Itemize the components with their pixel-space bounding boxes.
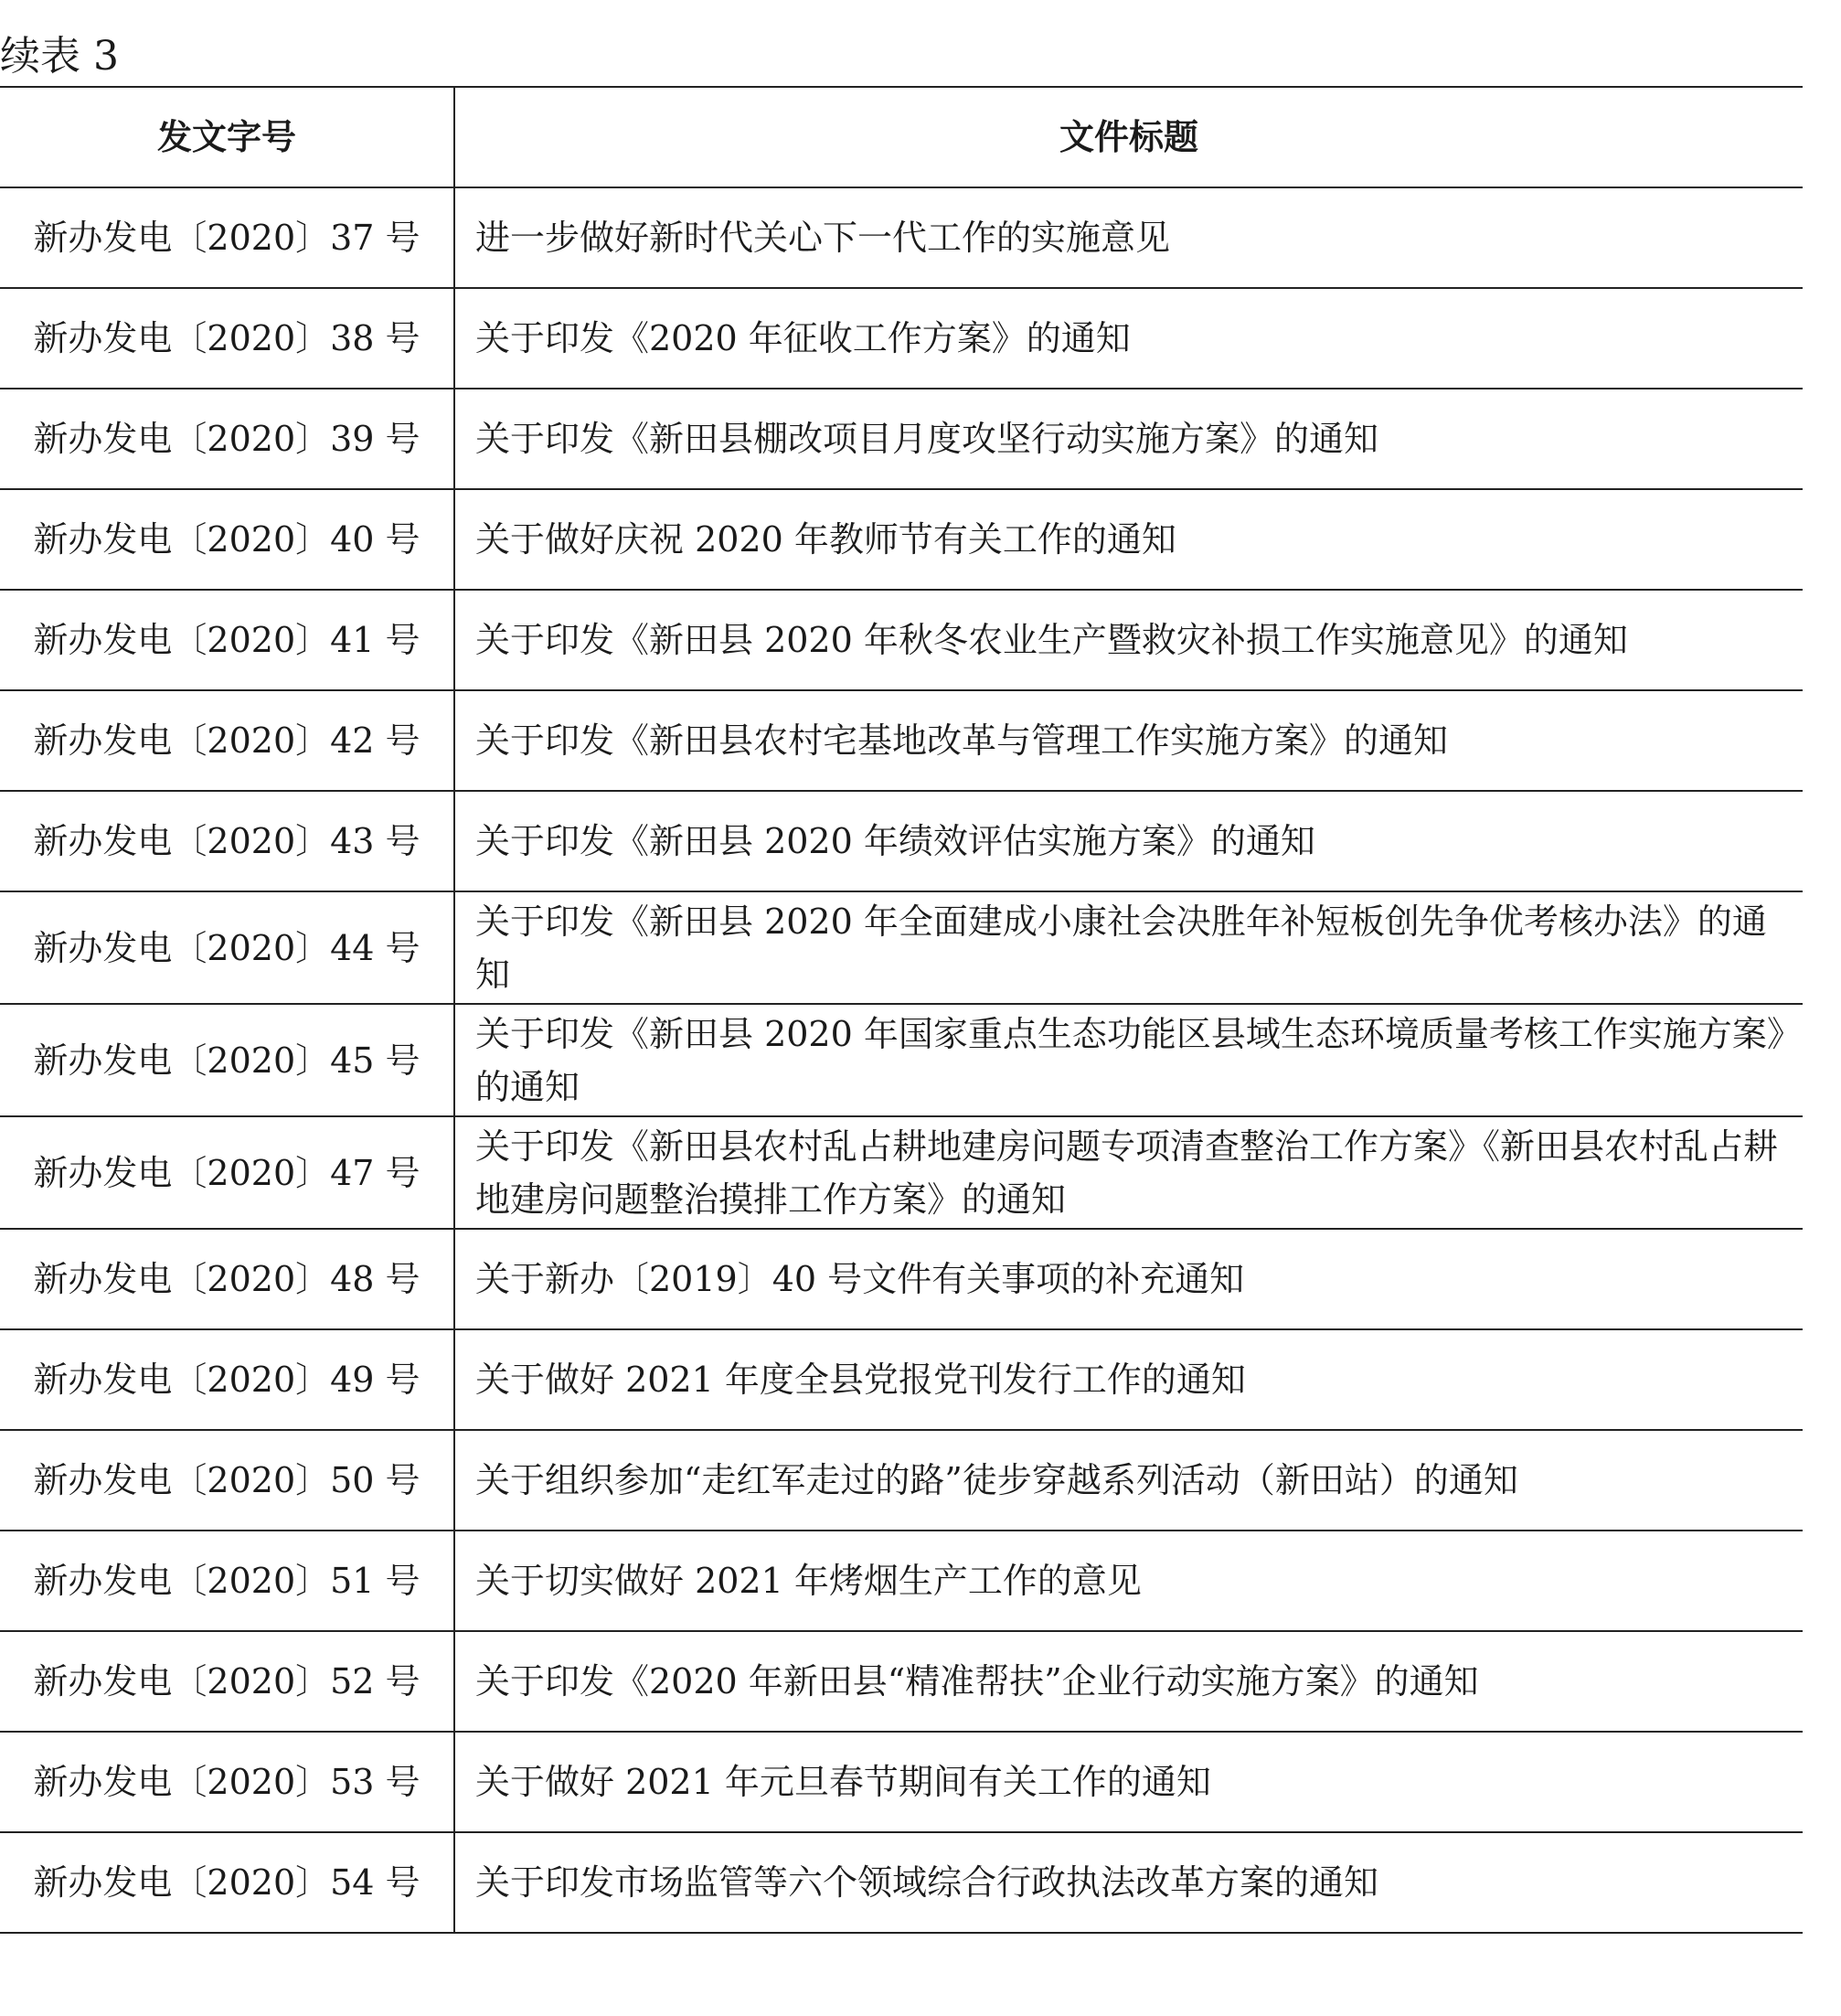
document-title: 关于印发《新田县 2020 年全面建成小康社会决胜年补短板创先争优考核办法》的通知 (454, 891, 1803, 1004)
document-title: 进一步做好新时代关心下一代工作的实施意见 (454, 187, 1803, 288)
table-row (0, 489, 1803, 590)
document-number: 新办发电〔2020〕44 号 (0, 891, 454, 1004)
column-header-number: 发文字号 (0, 87, 454, 187)
document-number: 新办发电〔2020〕53 号 (0, 1732, 454, 1832)
document-title: 关于做好 2021 年度全县党报党刊发行工作的通知 (454, 1329, 1803, 1430)
table-row (0, 1430, 1803, 1531)
table-row (0, 1004, 1803, 1116)
table-row (0, 1116, 1803, 1229)
document-title: 关于做好庆祝 2020 年教师节有关工作的通知 (454, 489, 1803, 590)
table-row (0, 187, 1803, 288)
document-title: 关于印发市场监管等六个领域综合行政执法改革方案的通知 (454, 1832, 1803, 1933)
table-row (0, 288, 1803, 389)
document-title: 关于做好 2021 年元旦春节期间有关工作的通知 (454, 1732, 1803, 1832)
document-number: 新办发电〔2020〕54 号 (0, 1832, 454, 1933)
document-title: 关于印发《新田县农村宅基地改革与管理工作实施方案》的通知 (454, 690, 1803, 791)
document-number: 新办发电〔2020〕38 号 (0, 288, 454, 389)
table-row (0, 590, 1803, 690)
document-title: 关于切实做好 2021 年烤烟生产工作的意见 (454, 1531, 1803, 1631)
document-title: 关于印发《新田县 2020 年秋冬农业生产暨救灾补损工作实施意见》的通知 (454, 590, 1803, 690)
document-number: 新办发电〔2020〕47 号 (0, 1116, 454, 1229)
document-number: 新办发电〔2020〕43 号 (0, 791, 454, 891)
table-row (0, 690, 1803, 791)
table-row (0, 1732, 1803, 1832)
document-number: 新办发电〔2020〕48 号 (0, 1229, 454, 1329)
column-header-title: 文件标题 (454, 87, 1803, 187)
table-header-row (0, 87, 1803, 187)
document-number: 新办发电〔2020〕42 号 (0, 690, 454, 791)
table-row (0, 891, 1803, 1004)
document-title: 关于组织参加“走红军走过的路”徒步穿越系列活动（新田站）的通知 (454, 1430, 1803, 1531)
document-number: 新办发电〔2020〕51 号 (0, 1531, 454, 1631)
document-title: 关于印发《新田县 2020 年国家重点生态功能区县域生态环境质量考核工作实施方案》的通知 (454, 1004, 1803, 1116)
table-row (0, 1531, 1803, 1631)
table-row (0, 791, 1803, 891)
table-caption: 续表 3 (0, 33, 119, 80)
table-row (0, 1229, 1803, 1329)
document-number: 新办发电〔2020〕40 号 (0, 489, 454, 590)
document-title: 关于印发《新田县棚改项目月度攻坚行动实施方案》的通知 (454, 389, 1803, 489)
document-number: 新办发电〔2020〕41 号 (0, 590, 454, 690)
table-row (0, 1832, 1803, 1933)
document-title: 关于新办〔2019〕40 号文件有关事项的补充通知 (454, 1229, 1803, 1329)
document-title: 关于印发《新田县 2020 年绩效评估实施方案》的通知 (454, 791, 1803, 891)
document-title: 关于印发《新田县农村乱占耕地建房问题专项清查整治工作方案》《新田县农村乱占耕地建房问题整治摸排工作方案》的通知 (454, 1116, 1803, 1229)
document-number: 新办发电〔2020〕45 号 (0, 1004, 454, 1116)
document-title: 关于印发《2020 年新田县“精准帮扶”企业行动实施方案》的通知 (454, 1631, 1803, 1732)
document-title: 关于印发《2020 年征收工作方案》的通知 (454, 288, 1803, 389)
table-row (0, 389, 1803, 489)
table-row (0, 1631, 1803, 1732)
document-table (0, 86, 1803, 1934)
document-number: 新办发电〔2020〕39 号 (0, 389, 454, 489)
document-number: 新办发电〔2020〕49 号 (0, 1329, 454, 1430)
document-number: 新办发电〔2020〕52 号 (0, 1631, 454, 1732)
table-row (0, 1329, 1803, 1430)
document-number: 新办发电〔2020〕50 号 (0, 1430, 454, 1531)
document-number: 新办发电〔2020〕37 号 (0, 187, 454, 288)
